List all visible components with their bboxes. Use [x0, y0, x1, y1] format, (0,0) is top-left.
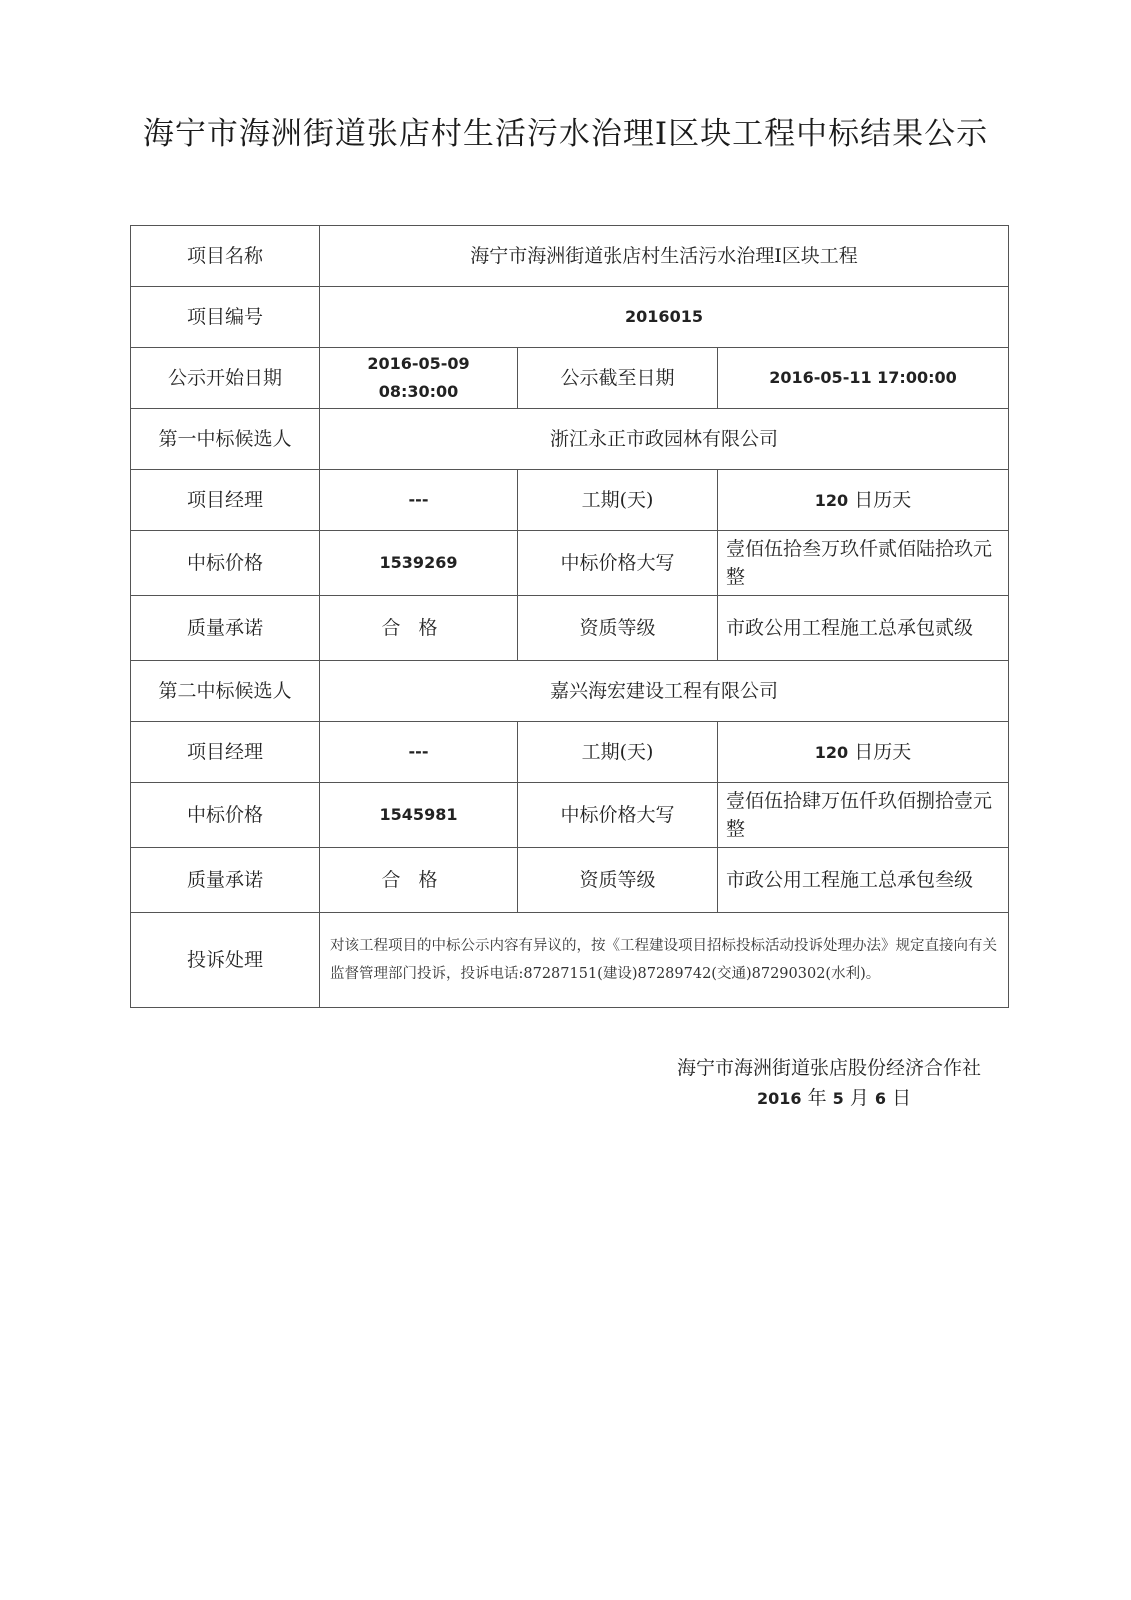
candidate-2-quality: 合格 — [320, 848, 518, 913]
project-name-label: 项目名称 — [131, 226, 320, 287]
candidate-1-manager-label: 项目经理 — [131, 470, 320, 531]
candidate-1-manager: --- — [320, 470, 518, 531]
candidate-2-period-number: 120 — [814, 742, 849, 762]
candidate-2-qualification-label: 资质等级 — [518, 848, 718, 913]
candidate-1-quality-label: 质量承诺 — [131, 596, 320, 661]
candidate-2-price: 1545981 — [320, 783, 518, 848]
issue-date-year: 2016 — [757, 1089, 802, 1108]
candidate-1-name: 浙江永正市政园林有限公司 — [320, 409, 1009, 470]
complaint-label: 投诉处理 — [131, 913, 320, 1008]
candidate-1-price-label: 中标价格 — [131, 531, 320, 596]
candidate-1-label: 第一中标候选人 — [131, 409, 320, 470]
table-row — [131, 848, 1009, 913]
candidate-1-price-words-label: 中标价格大写 — [518, 531, 718, 596]
candidate-2-period — [718, 722, 1009, 783]
candidate-2-period-unit: 日历天 — [854, 740, 912, 763]
table-row — [131, 722, 1009, 783]
candidate-1-qualification: 市政公用工程施工总承包贰级 — [718, 596, 1009, 661]
start-date: 2016-05-09 08:30:00 — [320, 348, 518, 409]
candidate-1-qualification-label: 资质等级 — [518, 596, 718, 661]
candidate-2-label: 第二中标候选人 — [131, 661, 320, 722]
table-row — [131, 409, 1009, 470]
candidate-2-period-label: 工期(天) — [518, 722, 718, 783]
project-name: 海宁市海洲街道张店村生活污水治理Ⅰ区块工程 — [320, 226, 1009, 287]
start-date-label: 公示开始日期 — [131, 348, 320, 409]
candidate-2-price-words: 壹佰伍拾肆万伍仟玖佰捌拾壹元整 — [718, 783, 1009, 848]
candidate-2-price-label: 中标价格 — [131, 783, 320, 848]
complaint-text: 对该工程项目的中标公示内容有异议的，按《工程建设项目招标投标活动投诉处理办法》规定直接向有关监督管理部门投诉，投诉电话:87287151(建设)87289742(交通)87290302(水利)。 — [320, 913, 1009, 1008]
candidate-1-period-number: 120 — [814, 490, 849, 510]
issuer-name: 海宁市海洲街道张店股份经济合作社 — [676, 1057, 981, 1079]
end-date: 2016-05-11 17:00:00 — [718, 348, 1009, 409]
issue-date — [757, 1083, 911, 1110]
issue-date-month: 5 — [832, 1089, 844, 1108]
issue-date-day: 6 — [874, 1089, 887, 1108]
table-row — [131, 913, 1009, 1008]
candidate-1-price: 1539269 — [320, 531, 518, 596]
candidate-1-period-label: 工期(天) — [518, 470, 718, 531]
table-row — [131, 226, 1009, 287]
table-row — [131, 661, 1009, 722]
table-row — [131, 783, 1009, 848]
table-row — [131, 596, 1009, 661]
table-row — [131, 470, 1009, 531]
candidate-1-price-words: 壹佰伍拾叁万玖仟贰佰陆拾玖元整 — [718, 531, 1009, 596]
project-no: 2016015 — [320, 287, 1009, 348]
candidate-2-price-words-label: 中标价格大写 — [518, 783, 718, 848]
bid-result-table — [130, 225, 1009, 1008]
candidate-1-quality: 合格 — [320, 596, 518, 661]
candidate-1-period — [718, 470, 1009, 531]
candidate-2-qualification: 市政公用工程施工总承包叁级 — [718, 848, 1009, 913]
candidate-2-quality-label: 质量承诺 — [131, 848, 320, 913]
candidate-2-manager-label: 项目经理 — [131, 722, 320, 783]
issue-date-day-suffix: 日 — [892, 1087, 912, 1109]
table-row — [131, 287, 1009, 348]
candidate-1-period-unit: 日历天 — [854, 488, 912, 511]
table-row — [131, 531, 1009, 596]
candidate-2-name: 嘉兴海宏建设工程有限公司 — [320, 661, 1009, 722]
page-title: 海宁市海洲街道张店村生活污水治理Ⅰ区块工程中标结果公示 — [142, 116, 989, 152]
issue-date-month-suffix: 月 — [849, 1087, 869, 1109]
end-date-label: 公示截至日期 — [518, 348, 718, 409]
table-row — [131, 348, 1009, 409]
project-no-label: 项目编号 — [131, 287, 320, 348]
issue-date-year-suffix: 年 — [807, 1087, 827, 1109]
candidate-2-manager: --- — [320, 722, 518, 783]
